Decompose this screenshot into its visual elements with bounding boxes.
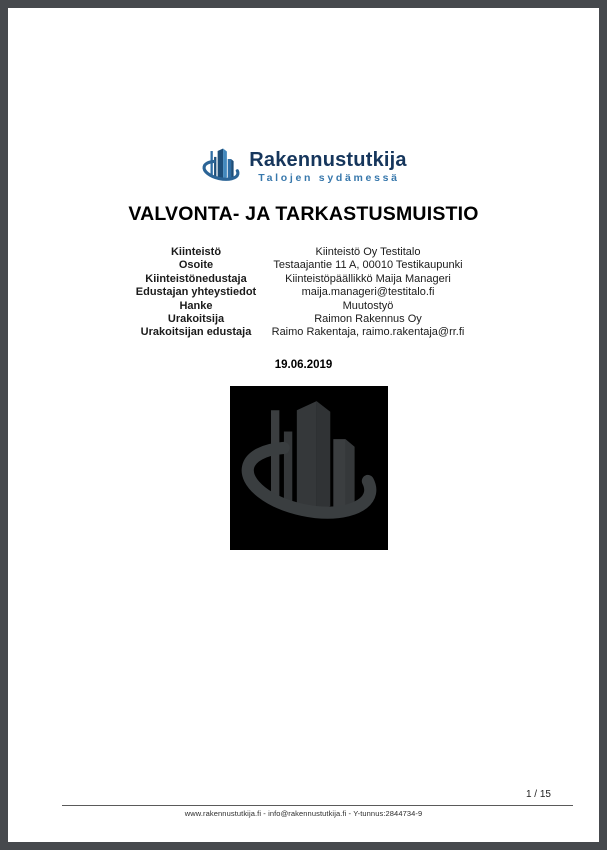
property-info-table xyxy=(131,246,475,340)
info-row-label: Osoite xyxy=(178,259,214,272)
logo-text xyxy=(249,150,406,184)
info-row-label: Kiinteistönedustaja xyxy=(145,272,247,285)
logo-name: Rakennustutkija xyxy=(249,149,407,171)
info-row-value: Kiinteistöpäällikkö Maija Manageri xyxy=(285,272,451,285)
info-row-value: Testaajantie 11 A, 00010 Testikaupunki xyxy=(273,259,463,272)
info-row-label: Urakoitsija xyxy=(167,313,225,326)
info-row xyxy=(131,286,475,299)
info-row xyxy=(131,246,475,259)
footer-divider xyxy=(62,805,573,806)
footer-contact: www.rakennustutkija.fi - info@rakennustutkija.fi - Y-tunnus:2844734-9 xyxy=(184,809,423,818)
info-row xyxy=(131,300,475,313)
buildings-swoosh-logo-icon xyxy=(200,144,242,190)
info-row-value: Kiinteistö Oy Testitalo xyxy=(315,246,421,258)
info-row-label: Kiinteistö xyxy=(170,246,222,258)
buildings-swoosh-dark-icon xyxy=(233,392,385,544)
cover-image xyxy=(230,386,388,550)
info-row-value: Raimon Rakennus Oy xyxy=(314,313,422,326)
info-row xyxy=(131,259,475,272)
page-number: 1 / 15 xyxy=(525,789,551,800)
document-date: 19.06.2019 xyxy=(274,359,333,371)
document-title: VALVONTA- JA TARKASTUSMUISTIO xyxy=(128,203,479,225)
info-row xyxy=(131,313,475,326)
info-row-label: Urakoitsijan edustaja xyxy=(140,326,252,339)
info-row-label: Hanke xyxy=(179,299,213,312)
logo-tagline: Talojen sydämessä xyxy=(258,172,400,184)
info-row-label: Edustajan yhteystiedot xyxy=(135,286,257,299)
company-logo xyxy=(8,144,599,190)
document-page xyxy=(8,8,599,842)
info-row-value: Muutostyö xyxy=(342,299,394,312)
info-row xyxy=(131,326,475,339)
info-row xyxy=(131,273,475,286)
info-row-value: Raimo Rakentaja, raimo.rakentaja@rr.fi xyxy=(271,326,465,339)
info-row-value: maija.manageri@testitalo.fi xyxy=(301,286,435,299)
